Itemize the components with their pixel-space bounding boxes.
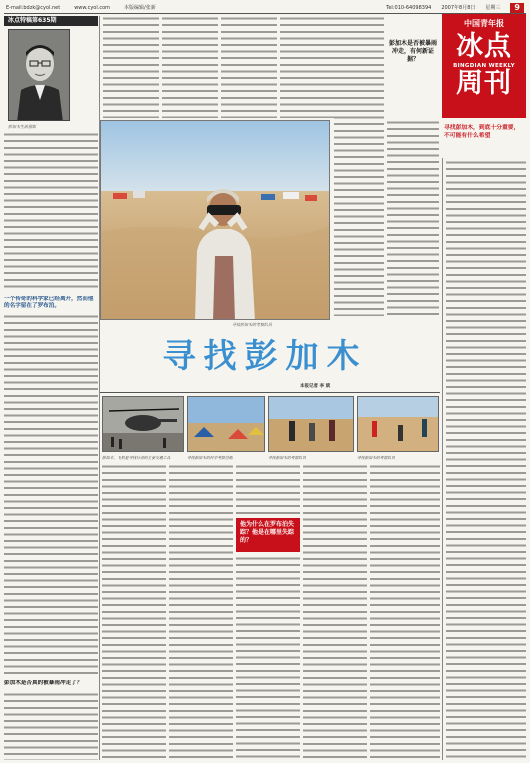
callout-top: 彭加木是否被暴雨冲走，有何新证据？: [388, 40, 437, 63]
byline: 本报记者 李 斌: [300, 384, 331, 389]
photo-caption-4: 寻找彭加木的考察队员: [357, 455, 395, 460]
masthead-title-top: 冰点: [456, 31, 512, 62]
center-text-5: [334, 16, 384, 316]
portrait-caption: 彭加木生前留影: [8, 124, 36, 129]
page-number: 9: [510, 3, 524, 13]
header-weekday: 星期三: [485, 5, 501, 11]
center-text-2: [162, 16, 218, 118]
header-tel: Tel:010-64098394: [386, 4, 432, 11]
left-text-block-2: [4, 314, 98, 676]
photo-search: [357, 396, 439, 452]
lower-text-5: [370, 464, 440, 760]
left-text-block-3: [4, 692, 98, 760]
left-subhead-1: 一个传奇的科学家已经离开，然而他的名字留在了罗布泊。: [4, 296, 94, 309]
left-text-block-1: [4, 132, 98, 292]
header-dept: 本版编辑/张新: [124, 5, 156, 11]
lower-text-3a: [236, 464, 300, 514]
feature-label: 冰点特稿第635期: [4, 16, 98, 26]
masthead: [442, 14, 526, 118]
divider: [442, 158, 443, 760]
lower-text-4: [303, 464, 367, 760]
header-date: 2007年8月8日: [441, 5, 476, 11]
center-text-4: [280, 16, 336, 118]
right-lead-callout: 寻找彭加木，到底十分重要，不可能有什么希望: [444, 125, 520, 139]
paper-name: 中国青年报: [464, 18, 504, 28]
center-text-6: [387, 120, 439, 316]
lower-text-2: [169, 464, 233, 760]
divider: [100, 392, 440, 393]
photo-caption-2: 寻找彭加木的科学考察营地: [187, 455, 233, 460]
masthead-title-en: BINGDIAN WEEKLY: [453, 63, 515, 69]
header-email[interactable]: E-mail:bdzk@cyol.net: [6, 4, 61, 11]
photo-campsite: [187, 396, 265, 452]
masthead-title-bottom: 周刊: [456, 68, 512, 99]
article-title-block: [100, 336, 430, 380]
portrait-photo: [8, 29, 70, 121]
main-photo: [100, 120, 330, 320]
photo-caption-1: 彭加木，飞机是寻找行动的主要交通工具: [102, 455, 171, 460]
page-header: [4, 2, 526, 14]
header-web[interactable]: www.cyol.com: [74, 4, 111, 11]
right-text: [446, 160, 526, 760]
article-title: 寻找彭加木: [162, 336, 368, 375]
callout-mid: 他为什么在罗布泊失踪？他是在哪里失踪的？: [236, 518, 300, 552]
photo-caption-3: 寻找彭加木的考察队员: [268, 455, 306, 460]
lower-text-3b: [236, 556, 300, 760]
center-text-1: [103, 16, 159, 118]
photo-helicopter: [102, 396, 184, 452]
lower-text-1: [102, 464, 166, 760]
left-subhead-2: 彭加木是否真的被暴雨冲走了？: [4, 680, 83, 686]
photo-team: [268, 396, 354, 452]
main-photo-caption: 寻找彭加木的考察队员: [232, 322, 272, 327]
center-text-3: [221, 16, 277, 118]
